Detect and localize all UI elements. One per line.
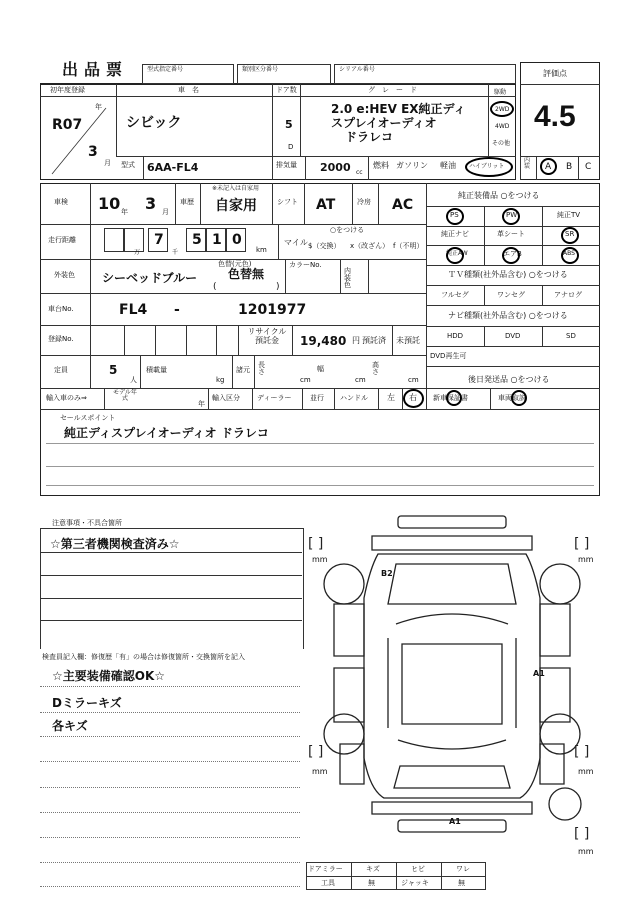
color-no-label: カラーNo. [289, 261, 322, 269]
shift-label: シフト [277, 198, 298, 206]
tv-analog: アナログ [554, 291, 582, 299]
handle-label: ハンドル [340, 394, 368, 402]
serial-label: シリアル番号 [339, 66, 375, 73]
sales-text: 純正ディスプレイオーディオ ドラレコ [64, 426, 269, 440]
chassis-label: 車台No. [48, 305, 74, 313]
equip-leather: 革シート [497, 230, 525, 238]
notes-label: 注意事項・不具合箇所 [52, 519, 122, 527]
navi-hdd: HDD [447, 332, 464, 340]
door-value: 5 [285, 118, 293, 131]
import-type-label: 輸入区分 [212, 394, 240, 402]
displacement-value: 2000 [320, 161, 351, 174]
notes-line-1: ☆第三者機関検査済み☆ [50, 537, 180, 551]
meter-label: マイル [284, 238, 308, 247]
tv-fullseg: フルセグ [441, 291, 469, 299]
meter-tampered: x（改ざん） [350, 242, 390, 250]
meter-unknown: f（不明） [393, 242, 424, 250]
category-label: 類別区分番号 [242, 66, 279, 73]
interior-label: 内装 [524, 157, 531, 170]
drive-label: 駆動 [494, 89, 507, 96]
equip-pw: PW [506, 211, 518, 219]
model-label: 型式 [121, 161, 135, 169]
recycle-value: 19,480 [300, 334, 347, 348]
chassis-number: 1201977 [238, 302, 307, 318]
damage-mark-b2: B2 [381, 569, 393, 578]
meter-exchange: $（交換） [308, 242, 341, 250]
car-name-label: 車 名 [178, 86, 199, 94]
inspection-label: 車検 [54, 198, 68, 206]
svg-text:[ ]: [ ] [574, 826, 590, 842]
inspection-year: 10 [98, 194, 121, 213]
capacity-label: 定員 [54, 366, 68, 374]
ac-label: 冷房 [357, 198, 371, 206]
later-manual: 車両取説 [498, 394, 526, 402]
car-diagram [300, 508, 610, 868]
first-reg-label: 初年度登録 [50, 86, 85, 94]
form-title: 出品票 [62, 60, 129, 79]
car-name: シビック [126, 115, 182, 131]
equip-abs: ABS [563, 250, 575, 257]
grade-label: グ レ ー ド [368, 86, 417, 94]
color-value: シーベッドブルー [102, 271, 198, 285]
grade-line-2: スプレイオーディオ [331, 116, 437, 130]
equip-aw: 純正AW [446, 250, 468, 257]
svg-text:[ ]: [ ] [574, 744, 590, 760]
inspector-line-1: ☆主要装備確認OK☆ [52, 669, 166, 683]
navi-sd: SD [566, 332, 576, 340]
interior-a: A [545, 162, 552, 172]
recycle-deposited: 預託済 [362, 336, 386, 345]
displacement-label: 排気量 [276, 161, 297, 169]
first-reg-year: R07 [52, 117, 83, 133]
dims-label: 諸元 [236, 366, 250, 374]
tv-title: ＴＶ種類(社外品含む) ○をつける [448, 270, 568, 279]
navi-dvd: DVD [505, 332, 521, 340]
fuel-gasoline: ガソリン [396, 161, 428, 170]
svg-text:[ ]: [ ] [574, 536, 590, 552]
door-label: ドア数 [276, 86, 297, 94]
equip-navi: 純正ナビ [441, 230, 469, 238]
import-dealer: ディーラー [257, 394, 292, 402]
later-warranty: 新車保証書 [433, 394, 468, 402]
score-value: 4.5 [534, 100, 576, 133]
import-parallel: 並行 [310, 394, 324, 402]
model-value: 6AA-FL4 [147, 161, 199, 174]
chassis-model: FL4 [119, 302, 148, 318]
mileage-digits: 万 7 千 5 1 0 km [104, 228, 272, 256]
interior-a-circle [540, 158, 557, 175]
shift-value: AT [316, 197, 336, 213]
svg-text:[ ]: [ ] [308, 536, 324, 552]
model-year-label: モデル年式 [113, 389, 137, 402]
handle-right: 右 [409, 393, 417, 402]
interior-color-label: 内装色 [344, 267, 351, 289]
score-label: 評価点 [543, 69, 567, 78]
later-title: 後日発送品 ○をつける [468, 375, 550, 384]
grade-line-1: 2.0 e:HEV EX純正ディ [331, 102, 466, 116]
load-label: 積載量 [146, 366, 167, 374]
damage-mark-a1-rear: A1 [449, 817, 461, 826]
mileage-label: 走行距離 [48, 236, 76, 244]
first-reg-month: 3 [88, 144, 98, 160]
sales-label: セールスポイント [60, 414, 116, 422]
tv-oneseg: ワンセグ [497, 291, 525, 299]
color-label: 外装色 [54, 271, 75, 279]
color-change-value: 色替無 [228, 267, 265, 281]
drive-2wd-circle [490, 101, 514, 117]
dvd-label: DVD再生可 [430, 352, 467, 360]
damage-mark-a1-side: A1 [533, 669, 545, 678]
handle-left: 左 [387, 393, 395, 402]
inspector-line-3: 各キズ [52, 719, 88, 733]
equip-tv: 純正TV [557, 211, 581, 219]
interior-b: B [566, 162, 573, 172]
capacity-value: 5 [109, 363, 118, 377]
fuel-diesel: 軽油 [440, 161, 456, 170]
ac-value: AC [392, 197, 414, 213]
handle-right-circle [403, 389, 424, 408]
drive-2wd: 2WD [495, 106, 510, 113]
interior-c: C [585, 162, 592, 172]
fuel-label: 燃料 [373, 161, 389, 170]
svg-text:[ ]: [ ] [308, 744, 324, 760]
fuel-hybrid: ハイブリット [469, 163, 505, 170]
drive-other: その他 [492, 140, 511, 147]
history-label: 車歴 [180, 198, 194, 206]
inspector-line-2: Dミラーキズ [52, 696, 122, 710]
recycle-label: リサイクル預託金 [247, 327, 287, 345]
equipment-title: 純正装備品 ○をつける [458, 191, 540, 200]
drive-4wd: 4WD [495, 123, 510, 130]
history-value: 自家用 [215, 198, 257, 214]
equip-airbag: エアB [503, 250, 522, 258]
navi-title: ナビ種類(社外品含む) ○をつける [448, 311, 568, 320]
import-label: 輸入車のみ⇒ [46, 394, 87, 402]
grade-line-3: ドラレコ [345, 130, 394, 144]
equip-sr: SR [565, 230, 575, 238]
fuel-hybrid-circle [465, 157, 513, 177]
reg-no-label: 登録No. [48, 335, 74, 343]
inspector-label: 検査員記入欄：修復歴「有」の場合は修復箇所・交換箇所を記入 [42, 653, 245, 661]
equip-ps: PS [450, 211, 459, 219]
model-cert-label: 型式指定番号 [147, 66, 184, 73]
recycle-not: 未預託 [396, 336, 420, 345]
inspection-month: 3 [145, 194, 157, 213]
